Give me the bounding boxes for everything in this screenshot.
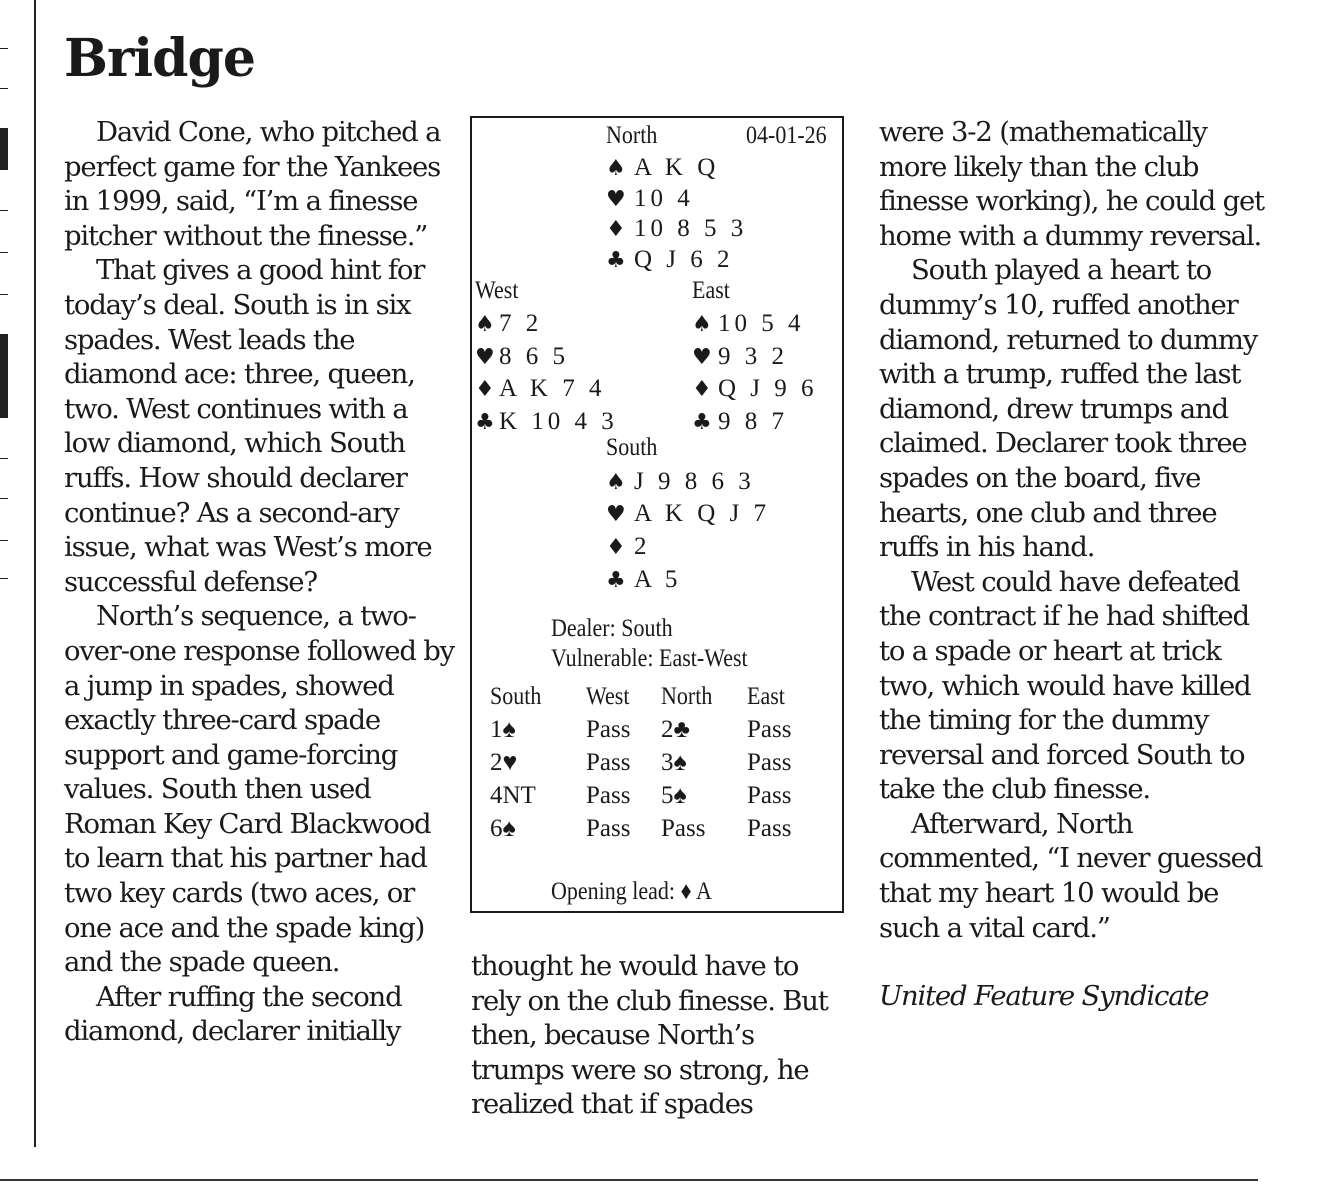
auction-bid: 5♠ [661,782,687,809]
auction-bid: Pass [661,815,706,842]
spade-icon: ♠ [606,156,626,181]
article-paragraph: West could have defeated the contract if he had shifted to a spade or heart at trick two, which would have killed the timing for the dummy reversal and forced South to take the club finesse. [879,565,1251,806]
article-paragraph: were 3-2 (mathematically more likely than the club finesse working), he could get home with a dummy reversal. [879,116,1264,252]
west-label: West [475,277,519,304]
heart-icon: ♥ [606,187,626,212]
article-column-2 [471,949,841,1122]
diamond-icon: ♦ [692,377,712,402]
east-hearts: ♥ 9 3 2 [692,343,788,370]
west-diamonds: ♦ A K 7 4 [475,375,606,402]
auction-bid: 6♠ [490,815,516,842]
east-label: East [692,277,730,304]
article-paragraph: North’s sequence, a two-over-one response followed by a jump in spades, showed exactly three-card spade support and game-forcing values. South then used Roman Key Card Blackwood to learn that his partner had two key cards (two aces, or one ace and the spade king) and the spade queen. [64,600,454,979]
club-icon: ♣ [692,410,712,435]
heart-icon: ♥ [606,502,626,527]
diamond-icon: ♦ [606,535,626,560]
auction-bid: Pass [747,815,792,842]
north-label: North [606,122,658,149]
article-paragraph: South played a heart to dummy’s 10, ruffed another diamond, returned to dummy with a trump, ruffed the last diamond, drew trumps and claimed. Declarer took three spades on the board, five hearts, one club and three ruffs in his hand. [879,254,1258,564]
auction-bid: 3♠ [661,749,687,776]
auction-bid: Pass [747,782,792,809]
syndicate-credit: United Feature Syndicate [879,980,1209,1013]
east-clubs: ♣ 9 8 7 [692,408,788,435]
bridge-deal-diagram [470,116,844,913]
article-paragraph: thought he would have to rely on the club finesse. But then, because North’s trumps were so strong, he realized that if spades [471,950,828,1121]
heart-icon: ♥ [692,345,712,370]
club-icon: ♣ [475,410,495,435]
west-clubs: ♣ K 10 4 3 [475,408,618,435]
heart-icon: ♥ [475,345,495,370]
column-divider [34,0,36,1147]
auction-header: West [586,683,630,710]
auction-bid: 2♣ [661,716,690,743]
south-spades: ♠ J 9 8 6 3 [606,468,755,495]
diamond-icon: ♦ [475,377,495,402]
north-clubs: ♣ Q J 6 2 [606,246,734,273]
vulnerable-line: Vulnerable: East-West [551,645,748,672]
auction-bid: Pass [586,716,631,743]
north-diamonds: ♦ 10 8 5 3 [606,215,748,242]
edge-grid-cell [0,128,8,170]
auction-bid: Pass [586,782,631,809]
south-label: South [606,434,658,461]
edge-grid-line [0,252,8,253]
edge-grid-line [0,498,8,499]
edge-grid-line [0,48,8,49]
edge-grid-line [0,578,8,579]
north-spades: ♠ A K Q [606,154,720,181]
deal-date: 04-01-26 [746,122,827,149]
article-paragraph: Afterward, North commented, “I never guessed that my heart 10 would be such a vital card.” [879,807,1263,944]
spade-icon: ♠ [475,312,495,337]
west-hearts: ♥ 8 6 5 [475,343,569,370]
diamond-icon: ♦ [606,217,626,242]
auction-header: South [490,683,542,710]
auction-bid: Pass [586,815,631,842]
article-column-1 [64,115,456,1049]
edge-grid-line [0,458,8,459]
club-icon: ♣ [606,248,626,273]
east-diamonds: ♦ Q J 9 6 [692,375,818,402]
article-column-3 [879,115,1271,1014]
auction-bid: Pass [747,716,792,743]
page-title: Bridge [64,28,255,89]
edge-grid-cell [0,334,8,418]
club-icon: ♣ [606,568,626,593]
edge-grid-line [0,210,8,211]
auction-header: North [661,683,713,710]
edge-grid-line [0,88,8,89]
spade-icon: ♠ [692,312,712,337]
south-hearts: ♥ A K Q J 7 [606,500,771,527]
south-diamonds: ♦ 2 [606,533,651,560]
edge-grid-line [0,540,8,541]
auction-bid: Pass [747,749,792,776]
opening-lead: Opening lead: ♦ A [551,878,712,905]
auction-bid: 2♥ [490,749,518,776]
north-hearts: ♥ 10 4 [606,185,694,212]
article-paragraph: That gives a good hint for today’s deal. South is in six spades. West leads the diamond ace: three, queen, two. West continues with a low diamond, which South ruffs. How should declarer continue? As a second-ary issue, what was West’s more successful defense? [64,254,432,598]
auction-bid: 4NT [490,782,536,809]
edge-grid-line [0,294,8,295]
west-spades: ♠ 7 2 [475,310,543,337]
article-paragraph: David Cone, who pitched a perfect game for the Yankees in 1999, said, “I’m a finesse pitcher without the finesse.” [64,116,441,252]
spade-icon: ♠ [606,470,626,495]
south-clubs: ♣ A 5 [606,566,682,593]
article-paragraph: After ruffing the second diamond, declarer initially [64,980,402,1048]
dealer-line: Dealer: South [551,615,673,642]
east-spades: ♠ 10 5 4 [692,310,805,337]
auction-bid: Pass [586,749,631,776]
auction-header: East [747,683,785,710]
auction-bid: 1♠ [490,716,516,743]
page-bottom-rule [0,1179,1258,1181]
